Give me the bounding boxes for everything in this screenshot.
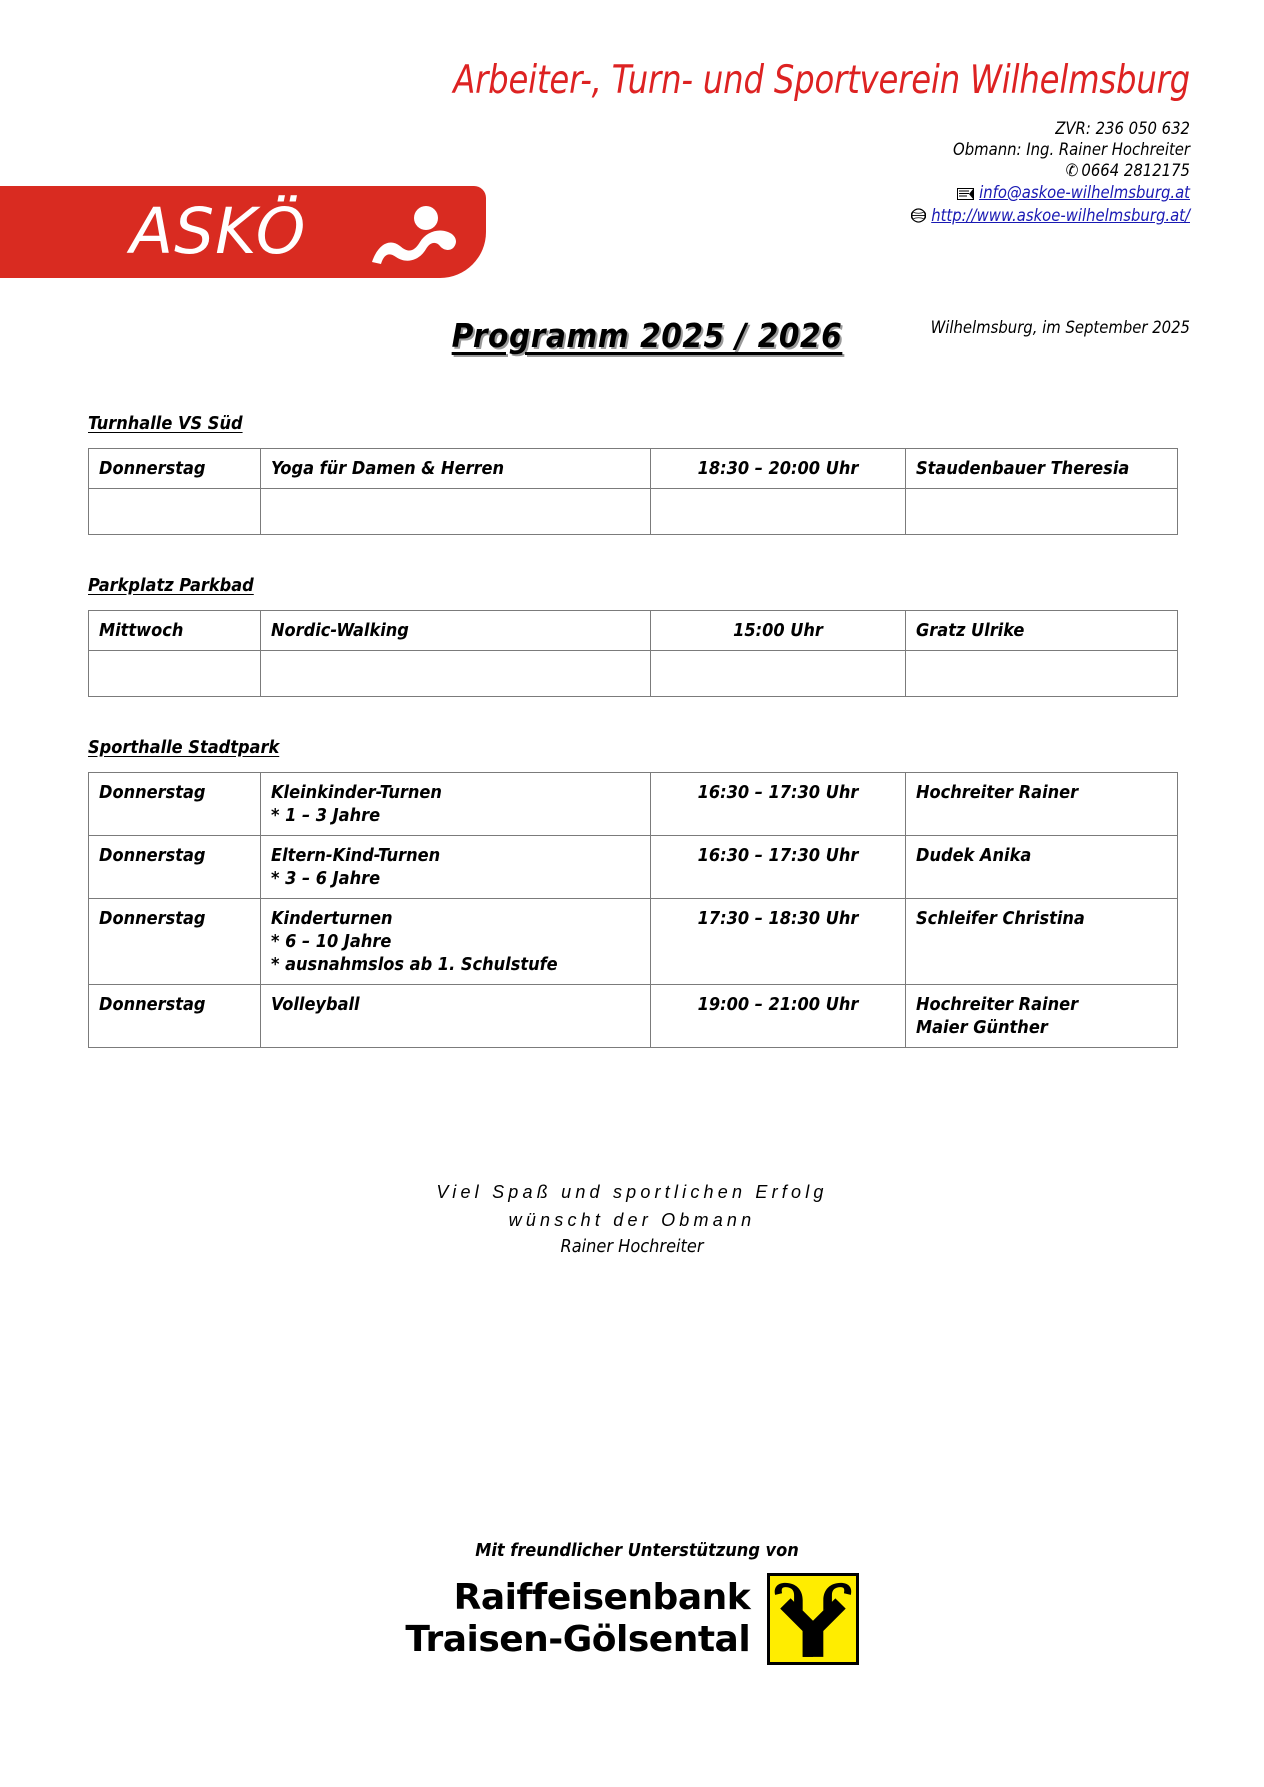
closing-message — [88, 1178, 1176, 1257]
cell-day: Donnerstag — [89, 449, 261, 489]
cell-time: 15:00 Uhr — [651, 611, 906, 651]
schedule-table-turnhalle — [88, 448, 1178, 535]
globe-icon — [911, 207, 926, 228]
cell-spacer — [89, 651, 261, 697]
cell-spacer — [89, 489, 261, 535]
section-heading-parkplatz: Parkplatz Parkbad — [88, 575, 254, 596]
activity-name: Yoga für Damen & Herren — [271, 458, 505, 479]
table-row-spacer — [89, 651, 1178, 697]
sponsor-name-line-1: Raiffeisenbank — [453, 1577, 751, 1618]
cell-day: Donnerstag — [89, 836, 261, 899]
schedule-table-parkplatz — [88, 610, 1178, 697]
table-row — [89, 449, 1178, 489]
email-link[interactable]: info@askoe-wilhelmsburg.at — [979, 183, 1190, 202]
activity-name: Kleinkinder-Turnen — [271, 782, 442, 803]
cell-time: 16:30 – 17:30 Uhr — [651, 773, 906, 836]
activity-name: Kinderturnen — [271, 908, 393, 929]
closing-line-1: Viel Spaß und sportlichen Erfolg — [436, 1182, 828, 1202]
activity-note: * 3 – 6 Jahre — [271, 868, 381, 889]
cell-person: Gratz Ulrike — [906, 611, 1178, 651]
table-row — [89, 836, 1178, 899]
athlete-icon — [368, 204, 460, 266]
sponsor-logo — [405, 1573, 858, 1665]
phone-icon: ✆ — [1065, 161, 1079, 181]
chairman-line: Obmann: Ing. Rainer Hochreiter — [953, 140, 1190, 159]
cell-activity — [261, 773, 651, 836]
cell-person: Staudenbauer Theresia — [906, 449, 1178, 489]
activity-note-2: * ausnahmslos ab 1. Schulstufe — [271, 954, 558, 975]
section-heading-sporthalle: Sporthalle Stadtpark — [88, 737, 280, 758]
envelope-icon — [957, 184, 974, 205]
document-date: Wilhelmsburg, im September 2025 — [930, 318, 1190, 337]
page-title: Programm 2025 / 2026 — [451, 316, 843, 355]
cell-time: 16:30 – 17:30 Uhr — [651, 836, 906, 899]
sponsor-name-line-2: Traisen-Gölsental — [405, 1619, 751, 1660]
cell-activity — [261, 836, 651, 899]
person-name-2: Maier Günther — [916, 1017, 1048, 1038]
zvr-line: ZVR: 236 050 632 — [1055, 119, 1190, 138]
cell-spacer — [261, 651, 651, 697]
person-name-1: Hochreiter Rainer — [916, 994, 1079, 1015]
asko-wordmark: ASKÖ — [130, 195, 307, 268]
cell-spacer — [261, 489, 651, 535]
closing-line-2: wünscht der Obmann — [508, 1210, 756, 1230]
cell-day: Mittwoch — [89, 611, 261, 651]
phone-line — [0, 160, 1190, 182]
raiffeisen-gable-cross-icon — [767, 1573, 859, 1665]
activity-name: Volleyball — [271, 994, 360, 1015]
cell-activity — [261, 611, 651, 651]
cell-activity — [261, 899, 651, 985]
closing-signature: Rainer Hochreiter — [560, 1236, 704, 1257]
table-row — [89, 611, 1178, 651]
website-link[interactable]: http://www.askoe-wilhelmsburg.at/ — [931, 206, 1190, 225]
table-row — [89, 773, 1178, 836]
table-row — [89, 985, 1178, 1048]
activity-name: Nordic-Walking — [271, 620, 409, 641]
schedule-table-sporthalle — [88, 772, 1178, 1048]
cell-activity — [261, 985, 651, 1048]
organization-title: Arbeiter-, Turn- und Sportverein Wilhelmsburg — [453, 58, 1190, 103]
cell-time: 18:30 – 20:00 Uhr — [651, 449, 906, 489]
cell-day: Donnerstag — [89, 899, 261, 985]
cell-time: 19:00 – 21:00 Uhr — [651, 985, 906, 1048]
table-row-spacer — [89, 489, 1178, 535]
cell-time: 17:30 – 18:30 Uhr — [651, 899, 906, 985]
asko-logo — [0, 186, 486, 278]
activity-note: * 1 – 3 Jahre — [271, 805, 381, 826]
sponsor-footer — [0, 1540, 1264, 1665]
phone-number: 0664 2812175 — [1081, 161, 1190, 180]
cell-person: Dudek Anika — [906, 836, 1178, 899]
activity-note: * 6 – 10 Jahre — [271, 931, 392, 952]
cell-day: Donnerstag — [89, 773, 261, 836]
cell-person: Schleifer Christina — [906, 899, 1178, 985]
cell-spacer — [906, 489, 1178, 535]
schedule-content — [0, 413, 1264, 1257]
cell-spacer — [651, 489, 906, 535]
cell-spacer — [906, 651, 1178, 697]
cell-person — [906, 985, 1178, 1048]
table-row — [89, 899, 1178, 985]
section-heading-turnhalle: Turnhalle VS Süd — [88, 413, 243, 434]
cell-day: Donnerstag — [89, 985, 261, 1048]
sponsor-caption: Mit freundlicher Unterstützung von — [475, 1540, 799, 1561]
cell-spacer — [651, 651, 906, 697]
sponsor-name — [405, 1577, 750, 1661]
cell-activity — [261, 449, 651, 489]
cell-person: Hochreiter Rainer — [906, 773, 1178, 836]
activity-name: Eltern-Kind-Turnen — [271, 845, 441, 866]
